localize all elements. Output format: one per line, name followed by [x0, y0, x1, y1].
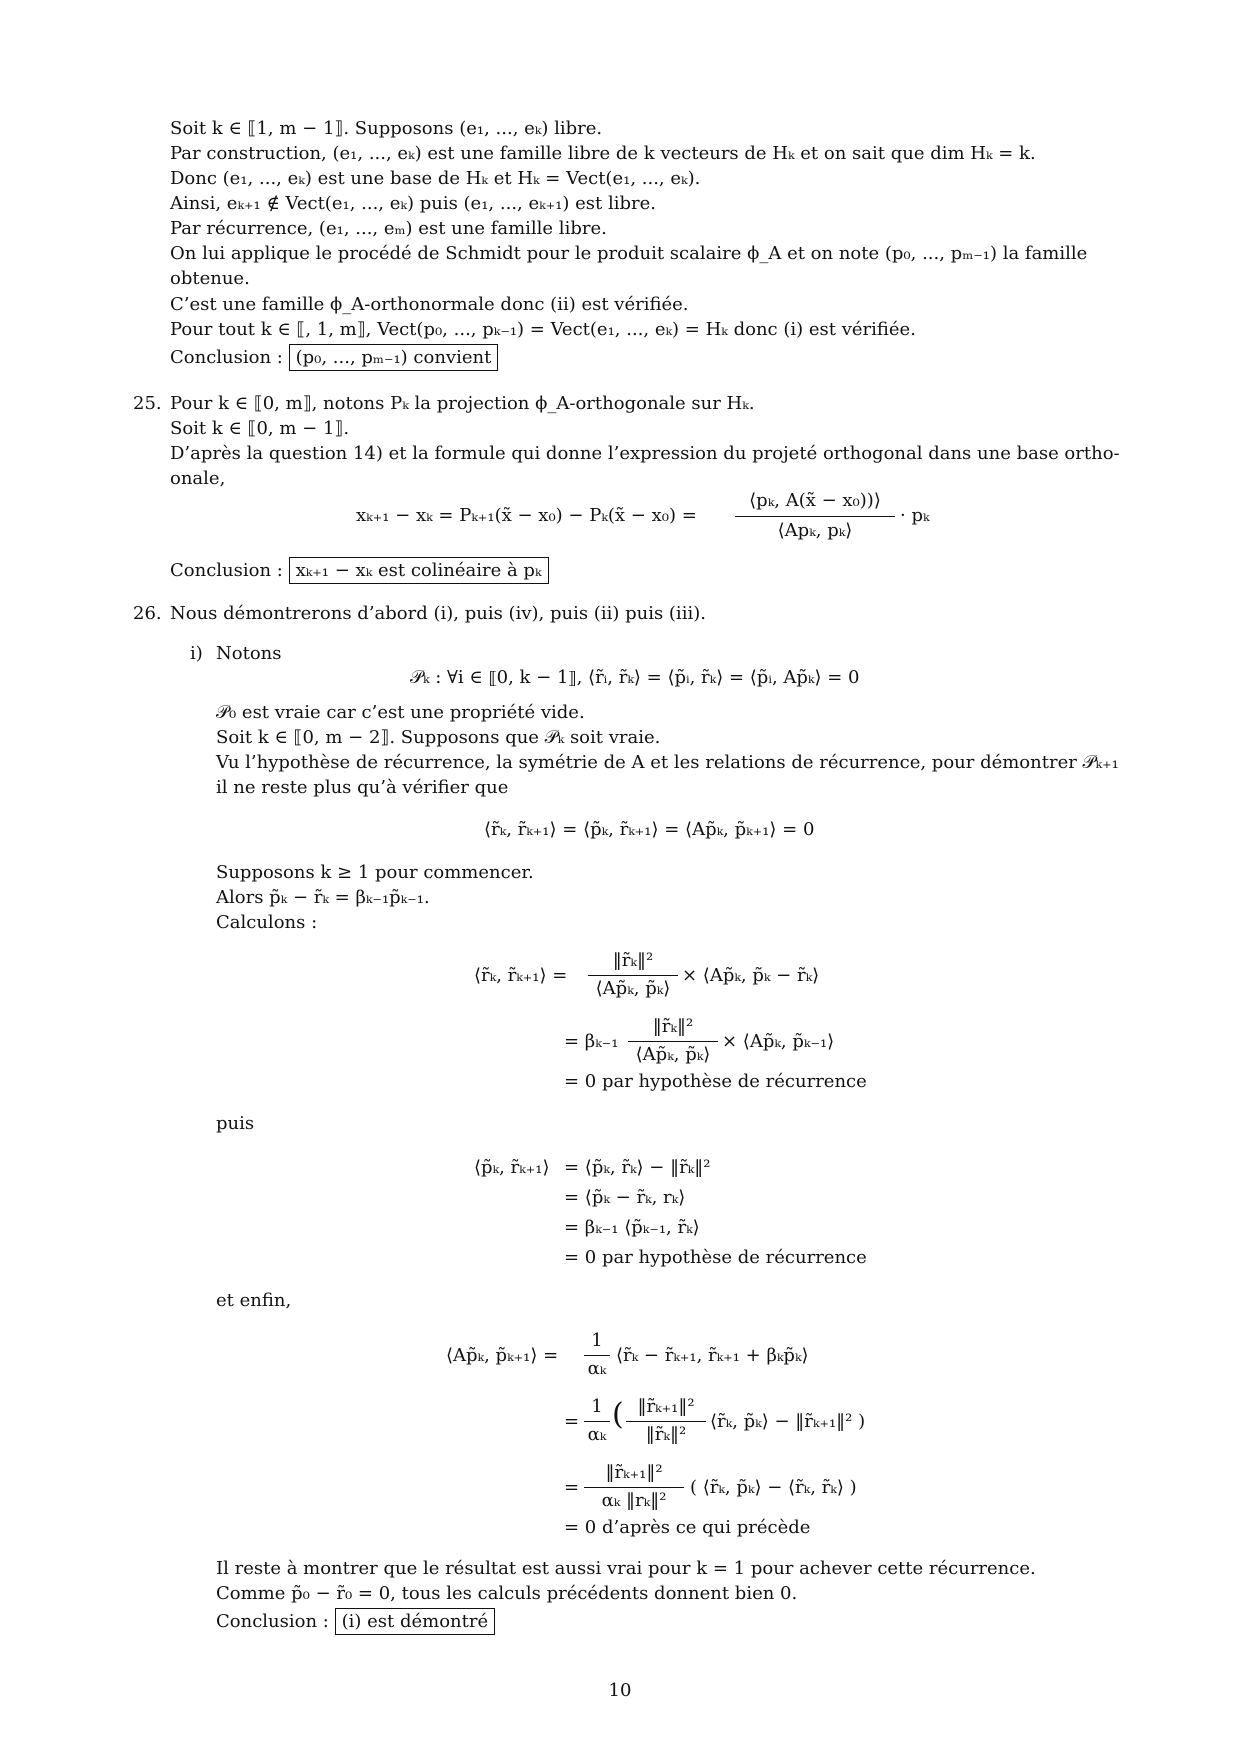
- fraction-bar: [735, 516, 895, 517]
- fraction-bar: [628, 1041, 718, 1042]
- conclusion-line: [170, 560, 549, 582]
- fraction-bar: [588, 975, 678, 976]
- text-line: Soit k ∈ ⟦1, m − 1⟧. Supposons (e₁, ..., eₖ) libre.: [170, 118, 603, 139]
- conclusion-box: (i) est démontré: [335, 1608, 496, 1635]
- fraction-denominator: αₖ ‖rₖ‖²: [601, 1490, 667, 1511]
- text-line: Soit k ∈ ⟦0, m − 2⟧. Supposons que 𝒫ₖ soit vraie.: [216, 727, 661, 748]
- calc-tail: ⟨r̃ₖ − r̃ₖ₊₁, r̃ₖ₊₁ + βₖp̃ₖ⟩: [616, 1345, 809, 1366]
- text-line: On lui applique le procédé de Schmidt pour le produit scalaire ϕ_A et on note (p₀, ..., pₘ₋₁) la famille: [170, 243, 1088, 264]
- text-line: C’est une famille ϕ_A-orthonormale donc (ii) est vérifiée.: [170, 294, 689, 315]
- calc-head: = βₖ₋₁: [564, 1031, 619, 1052]
- conclusion-label: Conclusion :: [170, 560, 283, 581]
- calc-line: = βₖ₋₁ ⟨p̃ₖ₋₁, r̃ₖ⟩: [564, 1217, 700, 1238]
- calc-line: = ⟨p̃ₖ, r̃ₖ⟩ − ‖r̃ₖ‖²: [564, 1157, 711, 1178]
- formula-numerator: ⟨pₖ, A(x̃ − x₀))⟩: [749, 490, 881, 511]
- calc-tail: ( ⟨r̃ₖ, p̃ₖ⟩ − ⟨r̃ₖ, r̃ₖ⟩ ): [690, 1477, 857, 1498]
- question-number: 25.: [133, 393, 162, 414]
- verify-formula: ⟨r̃ₖ, r̃ₖ₊₁⟩ = ⟨p̃ₖ, r̃ₖ₊₁⟩ = ⟨Ap̃ₖ, p̃ₖ₊₁⟩ = 0: [484, 819, 815, 840]
- text-line: Pour k ∈ ⟦0, m⟧, notons Pₖ la projection ϕ_A-orthogonale sur Hₖ.: [170, 393, 755, 414]
- fraction-numerator: 1: [591, 1396, 603, 1417]
- text-line: 𝒫₀ est vraie car c’est une propriété vide.: [216, 702, 585, 723]
- fraction-denominator: αₖ: [587, 1358, 607, 1379]
- fraction-numerator: ‖r̃ₖ‖²: [612, 950, 654, 971]
- text-line: Notons: [216, 643, 282, 664]
- fraction-bar: [584, 1421, 610, 1422]
- text-line: Il reste à montrer que le résultat est aussi vrai pour k = 1 pour achever cette récurrence.: [216, 1558, 1036, 1579]
- text-line: Pour tout k ∈ ⟦, 1, m⟧, Vect(p₀, ..., pₖ₋₁) = Vect(e₁, ..., eₖ) = Hₖ donc (i) est vérifiée.: [170, 319, 916, 340]
- formula-denominator: ⟨Apₖ, pₖ⟩: [777, 520, 853, 541]
- fraction-numerator: 1: [591, 1330, 603, 1351]
- conclusion-label: Conclusion :: [216, 1611, 329, 1632]
- text-line: Nous démontrerons d’abord (i), puis (iv), puis (ii) puis (iii).: [170, 603, 706, 624]
- equals-sign: =: [564, 1477, 580, 1498]
- text-line: Supposons k ≥ 1 pour commencer.: [216, 862, 534, 883]
- text-line: puis: [216, 1113, 255, 1134]
- fraction-denominator: ‖r̃ₖ‖²: [645, 1424, 687, 1445]
- text-line: Alors p̃ₖ − r̃ₖ = βₖ₋₁p̃ₖ₋₁.: [216, 887, 430, 908]
- text-line: D’après la question 14) et la formule qui donne l’expression du projeté orthogonal dans une base ortho-: [170, 443, 1120, 464]
- fraction-bar: [584, 1355, 610, 1356]
- fraction-denominator: ⟨Ap̃ₖ, p̃ₖ⟩: [635, 1044, 711, 1065]
- text-line: Comme p̃₀ − r̃₀ = 0, tous les calculs précédents donnent bien 0.: [216, 1583, 798, 1604]
- fraction-denominator: ⟨Ap̃ₖ, p̃ₖ⟩: [595, 978, 671, 999]
- text-line: et enfin,: [216, 1290, 292, 1311]
- calc-line: = 0 par hypothèse de récurrence: [564, 1071, 867, 1092]
- formula-lhs: xₖ₊₁ − xₖ = Pₖ₊₁(x̃ − x₀) − Pₖ(x̃ − x₀) =: [356, 505, 697, 526]
- text-line: Soit k ∈ ⟦0, m − 1⟧.: [170, 418, 350, 439]
- text-line: Donc (e₁, ..., eₖ) est une base de Hₖ et Hₖ = Vect(e₁, ..., eₖ).: [170, 168, 701, 189]
- calc-tail: × ⟨Ap̃ₖ, p̃ₖ₋₁⟩: [722, 1031, 835, 1052]
- calc-tail: ⟨r̃ₖ, p̃ₖ⟩ − ‖r̃ₖ₊₁‖² ): [710, 1411, 866, 1432]
- paren-left: (: [612, 1397, 624, 1432]
- question-number: 26.: [133, 603, 162, 624]
- text-line: Calculons :: [216, 912, 318, 933]
- calc-line: = 0 par hypothèse de récurrence: [564, 1247, 867, 1268]
- text-line: Par construction, (e₁, ..., eₖ) est une famille libre de k vecteurs de Hₖ et on sait que dim Hₖ = k.: [170, 143, 1036, 164]
- definition-formula: 𝒫ₖ : ∀i ∈ ⟦0, k − 1⟧, ⟨r̃ᵢ, r̃ₖ⟩ = ⟨p̃ᵢ, r̃ₖ⟩ = ⟨p̃ᵢ, Ap̃ₖ⟩ = 0: [410, 667, 860, 688]
- text-line: Par récurrence, (e₁, ..., eₘ) est une famille libre.: [170, 218, 607, 239]
- text-line: obtenue.: [170, 268, 250, 289]
- conclusion-label: Conclusion :: [170, 347, 283, 368]
- calc-line: = 0 d’après ce qui précède: [564, 1517, 811, 1538]
- fraction-numerator: ‖r̃ₖ₊₁‖²: [605, 1462, 663, 1483]
- formula-rhs: · pₖ: [900, 505, 930, 526]
- text-line: il ne reste plus qu’à vérifier que: [216, 777, 509, 798]
- text-line: onale,: [170, 468, 226, 489]
- text-line: Vu l’hypothèse de récurrence, la symétrie de A et les relations de récurrence, pour démontrer 𝒫ₖ₊₁: [216, 752, 1119, 773]
- calc-lhs: ⟨Ap̃ₖ, p̃ₖ₊₁⟩ =: [446, 1345, 559, 1366]
- page-number: 10: [608, 1680, 632, 1701]
- fraction-denominator: αₖ: [587, 1424, 607, 1445]
- fraction-bar: [626, 1421, 706, 1422]
- conclusion-box: (p₀, ..., pₘ₋₁) convient: [289, 344, 499, 371]
- calc-tail: × ⟨Ap̃ₖ, p̃ₖ − r̃ₖ⟩: [682, 965, 820, 986]
- calc-line: = ⟨p̃ₖ − r̃ₖ, rₖ⟩: [564, 1187, 686, 1208]
- item-label: i): [190, 643, 203, 664]
- fraction-numerator: ‖r̃ₖ‖²: [652, 1016, 694, 1037]
- equals-sign: =: [564, 1411, 580, 1432]
- calc-lhs: ⟨r̃ₖ, r̃ₖ₊₁⟩ =: [474, 965, 568, 986]
- fraction-numerator: ‖r̃ₖ₊₁‖²: [637, 1396, 695, 1417]
- fraction-bar: [584, 1487, 684, 1488]
- conclusion-line: [170, 347, 498, 369]
- conclusion-line: [216, 1611, 495, 1633]
- text-line: Ainsi, eₖ₊₁ ∉ Vect(e₁, ..., eₖ) puis (e₁, ..., eₖ₊₁) est libre.: [170, 193, 657, 214]
- calc-lhs: ⟨p̃ₖ, r̃ₖ₊₁⟩: [474, 1157, 550, 1178]
- conclusion-box: xₖ₊₁ − xₖ est colinéaire à pₖ: [289, 557, 549, 584]
